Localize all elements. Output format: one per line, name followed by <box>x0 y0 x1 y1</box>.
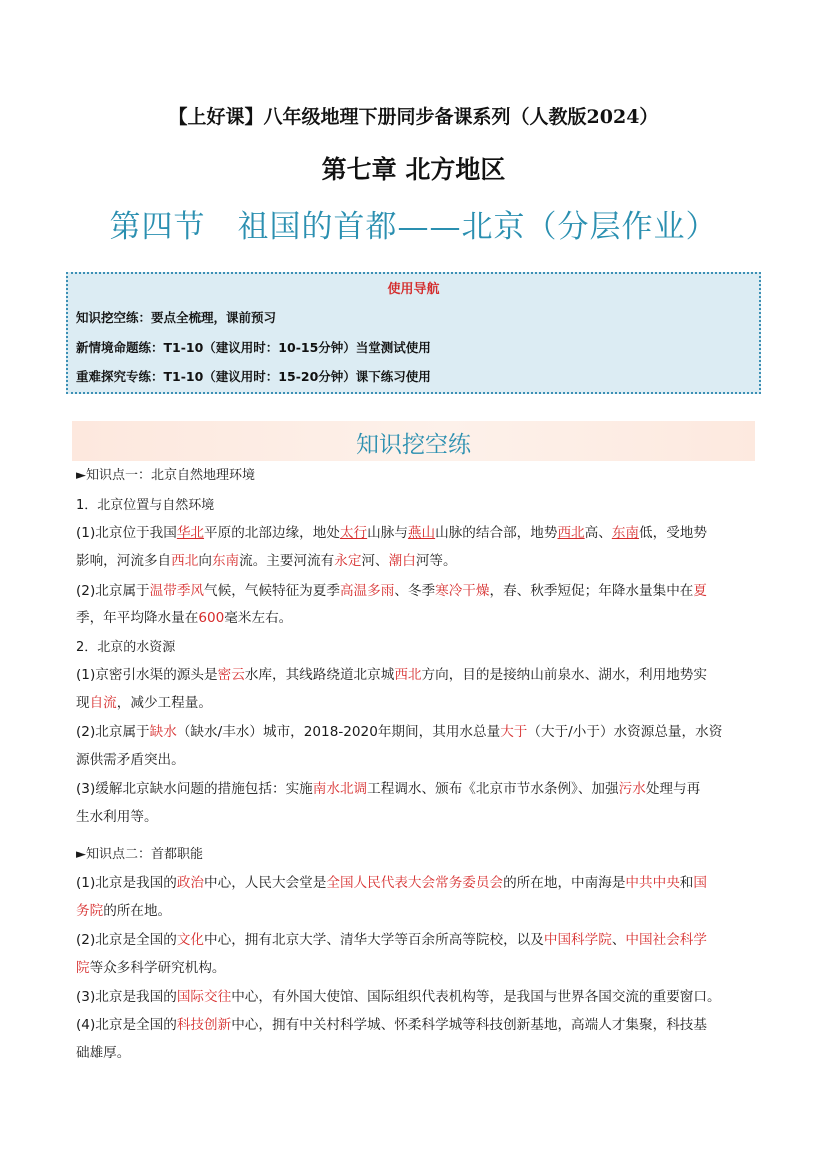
section-band <box>72 421 755 461</box>
blank-answer: 院 <box>76 960 90 976</box>
paragraph-political-line-1: (1)北京是我国的政治中心，人民大会堂是全国人民代表大会常务委员会的所在地，中南海是中共中央和国 <box>76 875 707 891</box>
paragraph-international-line-1: (3)北京是我国的国际交往中心，有外国大使馆、国际组织代表机构等，是我国与世界各国交流的重要窗口。 <box>76 989 721 1005</box>
blank-answer: 密云 <box>217 667 245 683</box>
blank-answer: 夏 <box>693 583 707 599</box>
blank-answer: 寒冷干燥 <box>435 583 490 599</box>
blank-answer: 东南 <box>611 525 640 541</box>
knowledge-point-2-title: ►知识点二：首都职能 <box>76 847 203 862</box>
paragraph-canal-line-2: 现自流，减少工程量。 <box>76 695 212 711</box>
paragraph-climate-line-1: (2)北京属于温带季风气候，气候特征为夏季高温多雨、冬季寒冷干燥，春、秋季短促；年降水量集中在夏 <box>76 583 707 599</box>
blank-answer: 污水 <box>618 781 646 797</box>
blank-answer: 西北 <box>394 667 422 683</box>
guide-line-after-class: 重难探究专练：T1-10（建议用时：15-20分钟）课下练习使用 <box>76 369 431 384</box>
blank-answer: 政治 <box>176 875 205 891</box>
blank-answer: 科技创新 <box>176 1017 232 1033</box>
series-title: 【上好课】八年级地理下册同步备课系列（人教版2024） <box>168 106 659 128</box>
paragraph-canal-line-1: (1)京密引水渠的源头是密云水库，其线路绕道北京城西北方向，目的是接纳山前泉水、湖水，利用地势实 <box>76 667 707 683</box>
paragraph-measures-line-1: (3)缓解北京缺水问题的措施包括：实施南水北调工程调水、颁布《北京市节水条例》、加强污水处理与再 <box>76 781 701 797</box>
blank-answer: 文化 <box>176 932 205 948</box>
blank-answer: 永定 <box>334 553 362 569</box>
blank-answer: 全国人民代表大会常务委员会 <box>326 875 504 891</box>
paragraph-shortage-line-1: (2)北京属于缺水（缺水/丰水）城市，2018-2020年期间，其用水总量大于（大于/小于）水资源总量，水资 <box>76 724 723 740</box>
blank-answer: 务院 <box>76 903 104 919</box>
blank-answer: 燕山 <box>407 525 436 541</box>
paragraph-climate-line-2: 季，年平均降水量在600毫米左右。 <box>76 610 293 626</box>
blank-answer: 中共中央 <box>625 875 680 891</box>
blank-answer: 高温多雨 <box>339 583 395 599</box>
blank-answer: 华北 <box>176 525 205 541</box>
section-band-title: 知识挖空练 <box>356 432 471 458</box>
paragraph-political-line-2: 务院的所在地。 <box>76 903 172 919</box>
blank-answer: 太行 <box>339 525 368 541</box>
guide-line-preview: 知识挖空练：要点全梳理，课前预习 <box>76 310 277 325</box>
paragraph-location-line-2: 影响，河流多自西北向东南流。主要河流有永定河、潮白河等。 <box>76 553 457 569</box>
blank-answer: 东南 <box>211 553 240 569</box>
paragraph-technology-line-1: (4)北京是全国的科技创新中心，拥有中关村科学城、怀柔科学城等科技创新基地，高端人才集聚，科技基 <box>76 1017 707 1033</box>
paragraph-shortage-line-2: 源供需矛盾突出。 <box>76 752 185 768</box>
blank-answer: 西北 <box>171 553 199 569</box>
blank-answer: 中国社会科学 <box>625 932 707 948</box>
blank-answer: 潮白 <box>388 553 416 569</box>
blank-answer: 南水北调 <box>312 781 368 797</box>
blank-answer: 大于 <box>500 724 528 740</box>
section-title: 第四节 祖国的首都——北京（分层作业） <box>109 209 718 245</box>
blank-answer: 自流 <box>89 695 117 711</box>
paragraph-culture-line-1: (2)北京是全国的文化中心，拥有北京大学、清华大学等百余所高等院校，以及中国科学院、中国社会科学 <box>76 932 707 948</box>
paragraph-culture-line-2: 院等众多科学研究机构。 <box>76 960 226 976</box>
blank-answer: 西北 <box>557 525 585 541</box>
blank-answer: 600 <box>198 610 225 626</box>
paragraph-measures-line-2: 生水利用等。 <box>76 809 158 825</box>
paragraph-technology-line-2: 础雄厚。 <box>76 1045 131 1061</box>
usage-guide-heading: 使用导航 <box>387 282 440 297</box>
knowledge-point-1-title: ►知识点一：北京自然地理环境 <box>76 468 255 483</box>
paragraph-location-line-1: (1)北京位于我国华北平原的北部边缘，地处太行山脉与燕山山脉的结合部，地势西北高、东南低，受地势 <box>76 525 707 541</box>
subheading-location: 1．北京位置与自然环境 <box>76 498 215 513</box>
chapter-title: 第七章 北方地区 <box>321 155 506 184</box>
blank-answer: 温带季风 <box>149 583 205 599</box>
usage-guide-box <box>66 272 761 394</box>
blank-answer: 国际交往 <box>176 989 232 1005</box>
guide-line-in-class: 新情境命题练：T1-10（建议用时：10-15分钟）当堂测试使用 <box>76 340 431 355</box>
subheading-water: 2．北京的水资源 <box>76 640 176 655</box>
blank-answer: 国 <box>693 875 707 891</box>
blank-answer: 中国科学院 <box>543 932 612 948</box>
blank-answer: 缺水 <box>149 724 177 740</box>
